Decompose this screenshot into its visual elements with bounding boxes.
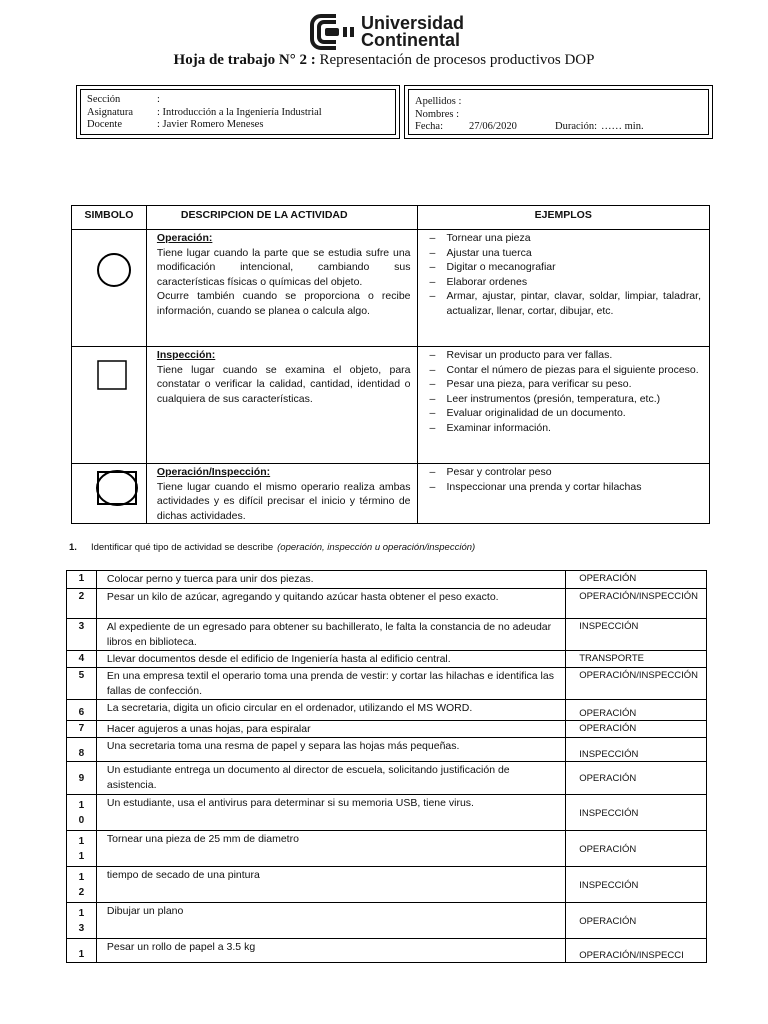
university-logo-icon <box>310 14 354 50</box>
answer-cell[interactable]: OPERACIÓN <box>566 762 707 795</box>
activity-cell: Un estudiante, usa el antivirus para determinar si su memoria USB, tiene virus. <box>96 795 565 831</box>
university-logo <box>310 14 464 50</box>
activity-cell: Al expediente de un egresado para obtener su bachillerato, le falta la constancia de no adeudar libros en biblioteca. <box>96 619 565 651</box>
answer-cell[interactable]: OPERACIÓN <box>566 571 707 589</box>
course-info-inner <box>80 89 396 135</box>
nombres-row <box>415 109 702 122</box>
fecha-value: 27/06/2020 <box>469 121 517 132</box>
activity-cell: En una empresa textil el operario toma una prenda de vestir: y cortar las hilachas e identifica las fallas de confección. <box>96 668 565 700</box>
example-item: – Revisar un producto para ver fallas. <box>430 348 701 363</box>
answer-cell[interactable]: INSPECCIÓN <box>566 738 707 762</box>
answer-cell[interactable]: OPERACIÓN/INSPECCIÓN <box>566 668 707 700</box>
row-number: 11 <box>67 831 97 867</box>
activity-cell: Una secretaria toma una resma de papel y separa las hojas más pequeñas. <box>96 738 565 762</box>
examples-cell <box>417 464 709 524</box>
description-text-2: Ocurre también cuando se proporciona o recibe información, cuando se planea o calcula algo. <box>156 290 411 317</box>
row-number: 1 <box>67 571 97 589</box>
example-item: – Elaborar ordenes <box>430 275 701 290</box>
student-info-inner <box>408 89 709 135</box>
examples-list <box>418 347 709 435</box>
row-number: 5 <box>67 668 97 700</box>
info-value: : Introducción a la Ingeniería Industrial <box>157 106 322 118</box>
description-cell <box>146 230 417 347</box>
row-number: 1 <box>67 939 97 963</box>
row-number: 7 <box>67 721 97 738</box>
duracion-value: …… min. <box>601 121 644 132</box>
page-title-bold: Hoja de trabajo N° 2 : <box>173 52 316 68</box>
question-number: 1. <box>69 542 77 553</box>
info-row <box>87 107 389 120</box>
answer-cell[interactable]: OPERACIÓN/INSPECCI <box>566 939 707 963</box>
description-cell <box>146 347 417 464</box>
activity-cell: Pesar un kilo de azúcar, agregando y quitando azúcar hasta obtener el peso exacto. <box>96 589 565 619</box>
example-item: – Evaluar originalidad de un documento. <box>430 406 701 421</box>
description-text: Tiene lugar cuando se examina el objeto, para constatar o verificar la calidad, cantidad, identidad o cualquiera de sus características. <box>156 363 411 405</box>
row-number: 2 <box>67 589 97 619</box>
fecha-label: Fecha: <box>415 121 443 132</box>
table-row <box>67 619 707 651</box>
activity-cell: Hacer agujeros a unas hojas, para espiralar <box>96 721 565 738</box>
answers-table <box>66 570 707 963</box>
example-item: – Ajustar una tuerca <box>430 246 701 261</box>
description-text: Tiene lugar cuando la parte que se estudia sufre una modificación intencional, cambiando sus características físicas o químicas del objeto. <box>156 246 411 288</box>
table-row <box>67 831 707 867</box>
examples-list <box>418 464 709 494</box>
nombres-label: Nombres : <box>415 108 460 120</box>
symbol-row-inspeccion <box>72 347 710 464</box>
answer-cell[interactable]: INSPECCIÓN <box>566 795 707 831</box>
info-row <box>87 119 389 132</box>
activity-cell: tiempo de secado de una pintura <box>96 867 565 903</box>
activity-cell: Tornear una pieza de 25 mm de diametro <box>96 831 565 867</box>
examples-cell <box>417 347 709 464</box>
answer-cell[interactable]: INSPECCIÓN <box>566 867 707 903</box>
answer-cell[interactable]: OPERACIÓN <box>566 831 707 867</box>
row-number: 8 <box>67 738 97 762</box>
header-simbolo: SIMBOLO <box>72 206 147 230</box>
info-key: Asignatura <box>87 106 134 118</box>
example-item: – Pesar una pieza, para verificar su peso. <box>430 377 701 392</box>
symbol-row-operacion <box>72 230 710 347</box>
description-text: Tiene lugar cuando el mismo operario realiza ambas actividades y es difícil precisar el inicio y término de dichas actividades. <box>156 480 411 522</box>
info-value: : <box>157 94 160 105</box>
page-title <box>0 52 768 69</box>
row-number: 3 <box>67 619 97 651</box>
apellidos-label: Apellidos : <box>415 96 462 107</box>
course-info-box <box>76 85 400 139</box>
page-title-rest: Representación de procesos productivos DOP <box>319 52 595 68</box>
description-title: Inspección: <box>156 349 216 361</box>
table-row <box>67 589 707 619</box>
answer-cell[interactable]: OPERACIÓN <box>566 903 707 939</box>
logo-line-2: Continental <box>361 30 460 50</box>
square-icon <box>96 359 128 391</box>
row-number: 13 <box>67 903 97 939</box>
circle-in-square-icon <box>95 468 141 508</box>
table-row <box>67 903 707 939</box>
example-item: – Inspeccionar una prenda y cortar hilachas <box>430 480 701 495</box>
activity-cell: Un estudiante entrega un documento al director de escuela, solicitando justificación de asistencia. <box>96 762 565 795</box>
table-row <box>67 571 707 589</box>
description-cell <box>146 464 417 524</box>
duracion-label: Duración: <box>555 121 597 132</box>
row-number: 10 <box>67 795 97 831</box>
description-title: Operación/Inspección: <box>156 466 271 478</box>
question-title <box>69 542 475 553</box>
table-row <box>67 738 707 762</box>
example-item: – Examinar información. <box>430 421 701 436</box>
question-hint: (operación, inspección u operación/inspección) <box>277 542 476 553</box>
answer-cell[interactable]: INSPECCIÓN <box>566 619 707 651</box>
answer-cell[interactable]: OPERACIÓN <box>566 721 707 738</box>
circle-icon <box>96 252 132 288</box>
example-item: – Tornear una pieza <box>430 231 701 246</box>
symbols-header-row <box>72 206 710 230</box>
table-row <box>67 651 707 668</box>
answer-cell[interactable]: TRANSPORTE <box>566 651 707 668</box>
activity-cell: Llevar documentos desde el edificio de Ingeniería hasta al edificio central. <box>96 651 565 668</box>
activity-cell: Dibujar un plano <box>96 903 565 939</box>
table-row <box>67 939 707 963</box>
description-title: Operación: <box>156 232 213 244</box>
activity-cell: Pesar un rollo de papel a 3.5 kg <box>96 939 565 963</box>
activity-cell: La secretaria, digita un oficio circular en el ordenador, utilizando el MS WORD. <box>96 700 565 721</box>
row-number: 6 <box>67 700 97 721</box>
row-number: 12 <box>67 867 97 903</box>
info-key: Docente <box>87 119 122 130</box>
header-ejemplos: EJEMPLOS <box>417 206 709 230</box>
table-row <box>67 700 707 721</box>
row-number: 9 <box>67 762 97 795</box>
info-key: Sección <box>87 94 121 105</box>
table-row <box>67 721 707 738</box>
symbol-row-operacion-inspeccion <box>72 464 710 524</box>
apellidos-row <box>415 96 702 109</box>
table-row <box>67 867 707 903</box>
answer-cell[interactable]: OPERACIÓN <box>566 700 707 721</box>
info-row <box>87 94 389 107</box>
symbols-table <box>71 205 710 524</box>
answer-cell[interactable]: OPERACIÓN/INSPECCIÓN <box>566 589 707 619</box>
example-item: – Contar el número de piezas para el siguiente proceso. <box>430 363 701 378</box>
question-text: Identificar qué tipo de actividad se describe <box>90 542 274 553</box>
activity-cell: Colocar perno y tuerca para unir dos piezas. <box>96 571 565 589</box>
example-item: – Leer instrumentos (presión, temperatura, etc.) <box>430 392 701 407</box>
logo-line-1: Universidad <box>361 13 465 33</box>
examples-list <box>418 230 709 318</box>
example-item: – Digitar o mecanografiar <box>430 260 701 275</box>
fecha-row <box>415 121 702 134</box>
student-info-box <box>404 85 713 139</box>
table-row <box>67 762 707 795</box>
table-row <box>67 795 707 831</box>
example-item: – Armar, ajustar, pintar, clavar, soldar, limpiar, taladrar, actualizar, llenar, cortar, dibujar, etc. <box>430 289 701 318</box>
symbol-cell <box>72 347 147 464</box>
symbol-cell <box>72 230 147 347</box>
info-value: : Javier Romero Meneses <box>157 119 264 130</box>
example-item: – Pesar y controlar peso <box>430 465 701 480</box>
header-descripcion: DESCRIPCION DE LA ACTIVIDAD <box>146 206 417 230</box>
table-row <box>67 668 707 700</box>
symbol-cell <box>72 464 147 524</box>
row-number: 4 <box>67 651 97 668</box>
examples-cell <box>417 230 709 347</box>
